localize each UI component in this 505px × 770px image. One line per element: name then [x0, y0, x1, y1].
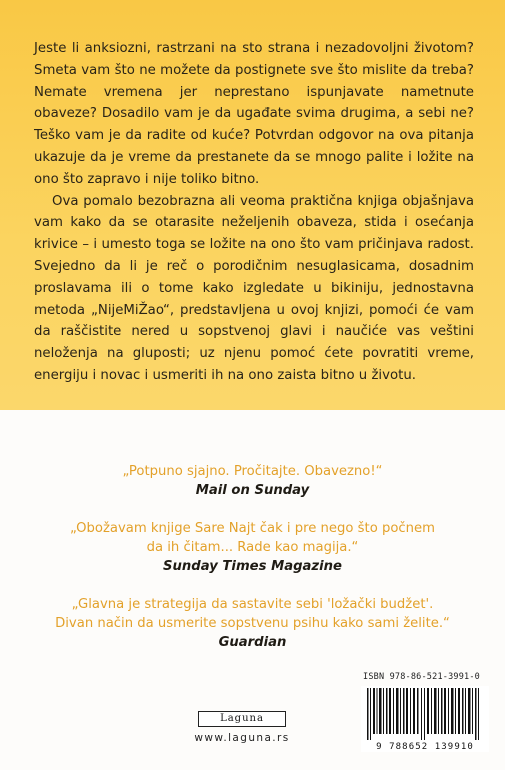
publisher-url[interactable]: www.laguna.rs	[194, 732, 290, 744]
quote-source: Mail on Sunday	[195, 483, 310, 498]
review-quote	[0, 595, 505, 653]
review-quotes	[0, 462, 505, 671]
quote-text: „Glavna je strategija da sastavite sebi 'ložački budžet'. Divan način da usmerite sopstvenu psihu kako sami želite.“	[55, 597, 450, 631]
description-paragraph-2: Ova pomalo bezobrazna ali veoma praktična knjiga objašnjava vam kako da se otarasite neželjenih obaveza, stida i osećanja krivice – i umesto toga se ložite na ono što vam pričinjava radost. Svejedno da li je reč o porodičnim nesuglasicama, dosadnim proslavama ili o tome kako izgledate u bikiniju, jednostavna metoda „NijeMiŽao“, predstavljena u ovoj knjizi, pomoći će vam da raščistite nered u sopstvenoj glavi i naučiće vas veštini neloženja na gluposti; uz njenu pomoć ćete povratiti vreme, energiju i novac i usmeriti ih na ono zaista bitno u životu.	[34, 193, 474, 383]
quote-source: Sunday Times Magazine	[163, 559, 342, 574]
isbn-block	[361, 672, 501, 752]
publisher-block	[186, 711, 298, 744]
book-description	[34, 38, 474, 387]
quote-text: „Potpuno sjajno. Pročitajte. Obavezno!“	[122, 464, 383, 479]
quote-text: „Obožavam knjige Sare Najt čak i pre nego što počnem da ih čitam... Rade kao magija.“	[70, 521, 435, 555]
review-quote	[0, 519, 505, 577]
isbn-label: ISBN 978-86-521-3991-0	[363, 672, 480, 682]
barcode-bars-icon	[365, 688, 485, 740]
barcode-digits: 9 788652 139910	[376, 742, 474, 752]
description-paragraph-1: Jeste li anksiozni, rastrzani na sto strana i nezadovoljni životom? Smeta vam što ne možete da postignete sve što mislite da treba? Nemate vremena jer neprestano ispunjavate nametnute obaveze? Dosadilo vam je da ugađate svima drugima, a sebi ne? Teško vam je da radite od kuće? Potvrdan odgovor na ova pitanja ukazuje da je vreme da prestanete da se mnogo palite i ložite na ono što zapravo i nije toliko bitno.	[34, 41, 474, 187]
review-quote	[0, 462, 505, 501]
barcode	[361, 686, 489, 752]
quote-source: Guardian	[218, 635, 287, 650]
publisher-logo: Laguna	[198, 711, 286, 727]
